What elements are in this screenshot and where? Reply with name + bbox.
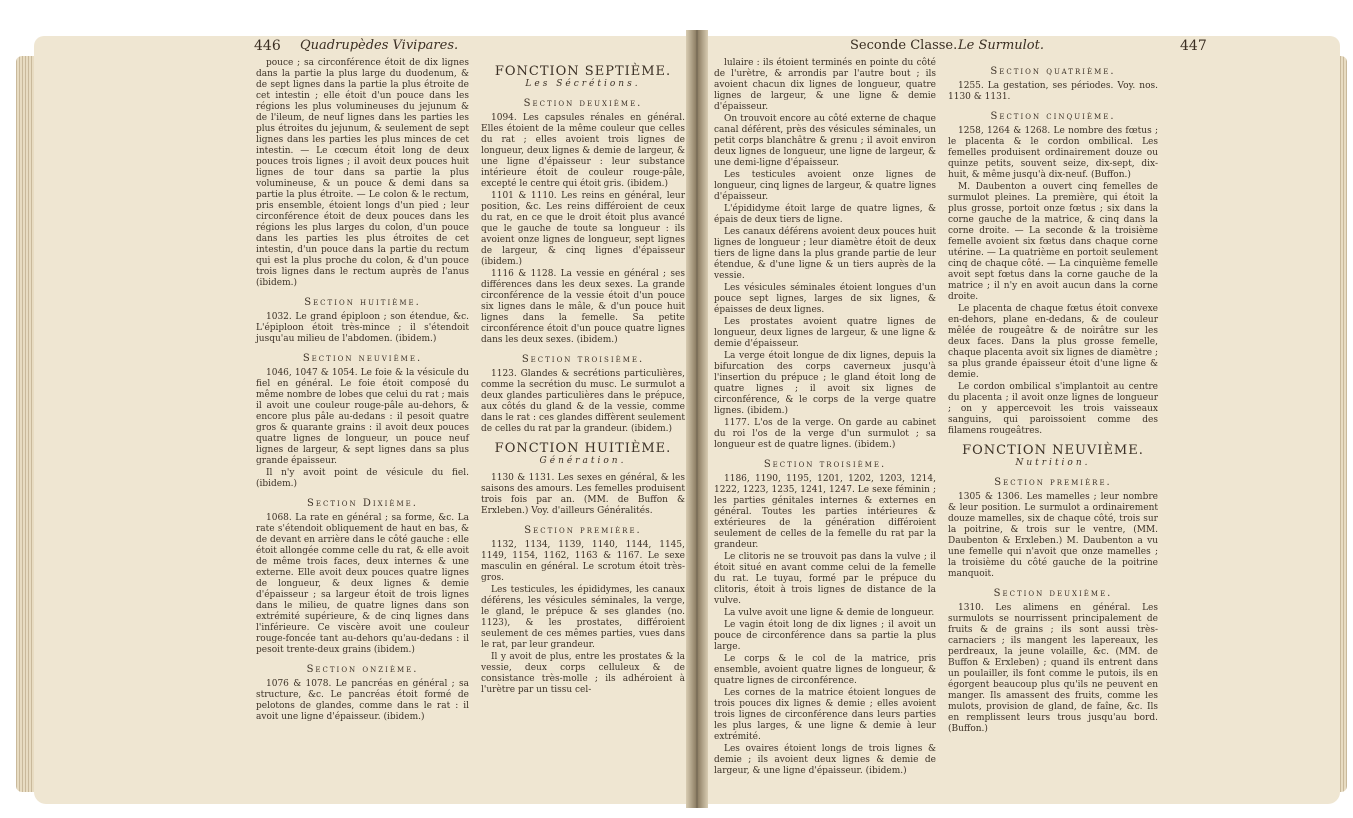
- paragraph: 1305 & 1306. Les mamelles ; leur nombre & leur position. Le surmulot a ordinairement douze mamelles, six de chaque côté, trois sur la poitrine, & trois sur le ventre, (MM. Daubenton & Erxleben.) M. Daubenton a vu une femelle qui n'avoit que onze mamelles ; la troisième du côté gauche de la poitrine manquoit.: [948, 492, 1158, 579]
- paragraph: Les ovaires étoient longs de trois lignes & demie ; ils avoient deux lignes & demie de largeur, & une ligne d'épaisseur. (ibidem.): [714, 744, 936, 776]
- paragraph: 1310. Les alimens en général. Les surmulots se nourrissent principalement de fruits & de grains ; ils sont aussi très-carnaciers ; ils mangent les lapereaux, les perdreaux, la jeune volaille, &c. (MM. de Buffon & Erxleben) ; quand ils entrent dans un poulailler, ils font comme le putois, ils en égorgent beaucoup plus qu'ils ne peuvent en manger. Ils amassent des fruits, comme les mulots, provision de gland, de faîne, &c. Ils en remplissent leurs trous jusqu'au bord. (Buffon.): [948, 603, 1158, 734]
- section-heading: Section onzième.: [306, 664, 419, 675]
- section-heading: Section troisième.: [521, 354, 645, 365]
- book-gutter: [686, 30, 708, 808]
- function-heading: FONCTION HUITIÈME.: [494, 441, 672, 456]
- function-heading: FONCTION SEPTIÈME.: [494, 64, 672, 79]
- paragraph: La vulve avoit une ligne & demie de longueur.: [724, 608, 935, 618]
- paragraph: 1132, 1134, 1139, 1140, 1144, 1145, 1149, 1154, 1162, 1163 & 1167. Le sexe masculin en général. Le scrotum étoit très-gros.: [481, 540, 685, 583]
- left-column-1: [256, 58, 469, 724]
- paragraph: Le vagin étoit long de dix lignes ; il avoit un pouce de circonférence dans sa partie la plus large.: [714, 620, 936, 652]
- section-heading: Section deuxième.: [523, 98, 643, 109]
- paragraph: 1123. Glandes & secrétions particulières, comme la secrétion du musc. Le surmulot a deux glandes particulières dans le prépuce, aux côtés du gland & de la vessie, comme dans le rat : ces glandes diffèrent seulement de celles du rat par la grandeur. (ibidem.): [481, 369, 685, 434]
- paragraph: 1116 & 1128. La vessie en général ; ses différences dans les deux sexes. La grande circonférence de la vessie étoit d'un pouce six lignes dans le mâle, & d'un pouce huit lignes dans la femelle. Sa petite circonférence étoit d'un pouce quatre lignes dans les deux sexes. (ibidem.): [481, 269, 685, 345]
- paragraph: 1130 & 1131. Les sexes en général, & les saisons des amours. Les femelles produisent trois fois par an. (MM. de Buffon & Erxleben.) Voy. d'ailleurs Généralités.: [481, 473, 685, 516]
- paragraph: Le corps & le col de la matrice, pris ensemble, avoient quatre lignes de longueur, & quatre lignes de circonférence.: [714, 654, 936, 686]
- paragraph: M. Daubenton a ouvert cinq femelles de surmulot pleines. La première, qui étoit la plus grosse, portoit onze fœtus ; six dans la corne gauche de la matrice, & cinq dans la corne droite. — La seconde & la troisième femelle avoient six fœtus dans chaque corne utérine. — La quatrième en portoit seulement cinq de chaque côté. — La cinquième femelle avoit sept fœtus dans la corne gauche de la matrice ; il n'y en avoit aucun dans la corne droite.: [948, 182, 1158, 302]
- paragraph: 1258, 1264 & 1268. Le nombre des fœtus ; le placenta & le cordon ombilical. Les femelles produisent ordinairement douze ou quinze petits, souvent seize, dix-sept, dix-huit, & même jusqu'à dix-neuf. (Buffon.): [948, 126, 1158, 180]
- paragraph: Le clitoris ne se trouvoit pas dans la vulve ; il étoit situé en avant comme celui de la femelle du rat. Le tuyau, formé par le prépuce du clitoris, étoit à trois lignes de distance de la vulve.: [714, 552, 936, 606]
- left-column-2: [481, 58, 685, 697]
- paragraph: Les vésicules séminales étoient longues d'un pouce sept lignes, larges de six lignes, & épaisses de deux lignes.: [714, 283, 936, 315]
- page-edges-left: [16, 56, 36, 792]
- paragraph: pouce ; sa circonférence étoit de dix lignes dans la partie la plus large du duodenum, & de sept lignes dans la partie la plus étroite de cet intestin ; elle étoit d'un pouce dans les régions les plus volumineuses du jejunum & de l'ileum, de neuf lignes dans les parties les plus étroites du jejunum, & seulement de sept lignes dans les parties les plus minces de cet intestin. — Le cœcum étoit long de deux pouces trois lignes ; il avoit deux pouces huit lignes de tour dans sa partie la plus volumineuse, & un pouce & demi dans sa partie la plus étroite. — Le colon & le rectum, pris ensemble, étoient longs d'un pied ; leur circonférence étoit de deux pouces dans les régions les plus larges du colon, d'un pouce dans les parties les plus étroites de cet intestin, d'un pouce dans la partie du rectum qui est la plus proche du colon, & d'un pouce trois lignes dans le rectum auprès de l'anus (ibidem.): [256, 58, 469, 288]
- paragraph: lulaire : ils étoient terminés en pointe du côté de l'urètre, & arrondis par l'autre bout ; ils avoient chacun dix lignes de longueur, quatre lignes de largeur, & une ligne & demie d'épaisseur.: [714, 58, 936, 112]
- paragraph: Les cornes de la matrice étoient longues de trois pouces dix lignes & demie ; elles avoient trois lignes de circonférence dans leurs parties les plus larges, & une ligne & demie à leur extrémité.: [714, 688, 936, 742]
- function-subtitle: Nutrition.: [1015, 458, 1091, 468]
- paragraph: 1177. L'os de la verge. On garde au cabinet du roi l'os de la verge d'un surmulot ; sa longueur est de quatre lignes. (ibidem.): [714, 418, 936, 450]
- function-heading: FONCTION NEUVIÈME.: [962, 443, 1144, 458]
- section-heading: Section troisième.: [763, 459, 887, 470]
- section-heading: Section neuvième.: [302, 353, 423, 364]
- paragraph: 1032. Le grand épiploon ; son étendue, &c. L'épiploon étoit très-mince ; il s'étendoit jusqu'au milieu de l'abdomen. (ibidem.): [256, 312, 469, 344]
- paragraph: 1186, 1190, 1195, 1201, 1202, 1203, 1214, 1222, 1223, 1235, 1241, 1247. Le sexe féminin ; les parties génitales internes & externes en général. Toutes les parties intérieures & extérieures de la génération différoient seulement de celles de la femelle du rat par la grandeur.: [714, 474, 936, 550]
- left-running-title: Quadrupèdes Vivipares.: [300, 38, 459, 53]
- paragraph: L'épididyme étoit large de quatre lignes, & épais de deux tiers de ligne.: [714, 204, 936, 225]
- paragraph: Les prostates avoient quatre lignes de longueur, deux lignes de largeur, & une ligne & demie d'épaisseur.: [714, 317, 936, 349]
- section-heading: Section quatrième.: [990, 66, 1116, 77]
- paragraph: On trouvoit encore au côté externe de chaque canal déférent, près des vésicules séminales, un petit corps blanchâtre & grenu ; il avoit environ deux lignes de longueur, une ligne de largeur, & une demi-ligne d'épaisseur.: [714, 114, 936, 168]
- section-heading: Section cinquième.: [990, 111, 1116, 122]
- section-heading: Section Dixième.: [307, 498, 418, 509]
- paragraph: 1255. La gestation, ses périodes. Voy. nos. 1130 & 1131.: [948, 81, 1158, 102]
- section-heading: Section deuxième.: [993, 588, 1113, 599]
- paragraph: 1076 & 1078. Le pancréas en général ; sa structure, &c. Le pancréas étoit formé de pelotons de glandes, comme dans le rat : il avoit une ligne d'épaisseur. (ibidem.): [256, 679, 469, 722]
- paragraph: 1101 & 1110. Les reins en général, leur position, &c. Les reins différoient de ceux du rat, en ce que le droit étoit plus avancé que le gauche de toute sa longueur : ils avoient onze lignes de longueur, sept lignes de largeur, & cinq lignes d'épaisseur (ibidem.): [481, 191, 685, 267]
- section-heading: Section première.: [994, 477, 1112, 488]
- paragraph: 1068. La rate en général ; sa forme, &c. La rate s'étendoit obliquement de haut en bas, & de devant en arrière dans le côté gauche : elle étoit allongée comme celle du rat, & elle avoit de même trois faces, deux internes & une externe. Elle avoit deux pouces quatre lignes de longueur, & deux lignes & demie d'épaisseur ; sa largeur étoit de trois lignes dans le milieu, de quatre lignes dans son extrémité supérieure, & de cinq lignes dans l'inférieure. Ce viscère avoit une couleur rouge-foncée tant au-dehors qu'au-dedans : il pesoit trente-deux grains (ibidem.): [256, 513, 469, 655]
- right-running-class: Seconde Classe.: [850, 38, 958, 53]
- paragraph: Il n'y avoit point de vésicule du fiel. (ibidem.): [256, 468, 469, 489]
- paragraph: Les testicules, les épididymes, les canaux déférens, les vésicules séminales, la verge, le gland, le prépuce & ses glandes (no. 1123), & les prostates, différoient seulement de ces mêmes parties, vues dans le rat, par leur grandeur.: [481, 585, 685, 650]
- right-page-number: 447: [1180, 38, 1207, 54]
- right-running-species: Le Surmulot.: [958, 38, 1044, 53]
- right-column-2: [948, 58, 1158, 736]
- paragraph: Les testicules avoient onze lignes de longueur, cinq lignes de largeur, & quatre lignes d'épaisseur.: [714, 170, 936, 202]
- right-column-1: [714, 58, 936, 778]
- function-subtitle: Les Sécrétions.: [525, 79, 641, 89]
- section-heading: Section huitième.: [304, 297, 421, 308]
- paragraph: Le placenta de chaque fœtus étoit convexe en-dehors, plane en-dedans, & de couleur mêlée de rougeâtre & de noirâtre sur les deux faces. Dans la plus grosse femelle, chaque placenta avoit six lignes de diamètre ; sa plus grande épaisseur étoit d'une ligne & demie.: [948, 304, 1158, 380]
- paragraph: 1046, 1047 & 1054. Le foie & la vésicule du fiel en général. Le foie étoit composé du même nombre de lobes que celui du rat ; mais il avoit une couleur rouge-pâle au-dehors, & encore plus pâle au-dedans : il pesoit quatre gros & quarante grains : il avoit deux pouces quatre lignes de longueur, un pouce neuf lignes de largeur, & sept lignes dans sa plus grande épaisseur.: [256, 368, 469, 466]
- paragraph: La verge étoit longue de dix lignes, depuis la bifurcation des corps caverneux jusqu'à l'insertion du prépuce ; le gland étoit long de quatre lignes ; il avoit six lignes de circonférence, & le corps de la verge quatre lignes. (ibidem.): [714, 351, 936, 416]
- paragraph: Le cordon ombilical s'implantoit au centre du placenta ; il avoit onze lignes de longueur ; on y appercevoit les trois vaisseaux sanguins, qui paroissoient comme des filamens rougeâtres.: [948, 382, 1158, 436]
- paragraph: Les canaux déférens avoient deux pouces huit lignes de longueur ; leur diamètre étoit de deux tiers de ligne dans la plus grande partie de leur étendue, & d'une ligne & un tiers auprès de la vessie.: [714, 227, 936, 281]
- left-page-number: 446: [254, 38, 281, 54]
- paragraph: 1094. Les capsules rénales en général. Elles étoient de la même couleur que celles du rat ; elles avoient trois lignes de longueur, deux lignes & demie de largeur, & une ligne d'épaisseur : leur substance intérieure étoit de couleur rouge-pâle, excepté le centre qui étoit gris. (ibidem.): [481, 113, 685, 189]
- function-subtitle: Génération.: [539, 456, 627, 466]
- paragraph: Il y avoit de plus, entre les prostates & la vessie, deux corps celluleux & de consistance très-molle ; ils adhéroient à l'urètre par un tissu cel-: [481, 652, 685, 695]
- section-heading: Section première.: [524, 525, 642, 536]
